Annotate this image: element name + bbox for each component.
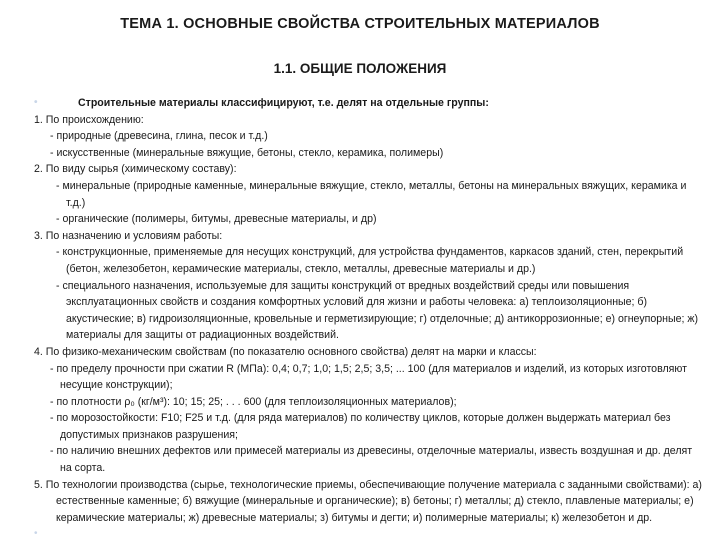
list-item xyxy=(34,278,706,344)
list-item-text: - специального назначения, используемые для защиты конструкций от вредных воздействий среды или повышения эксплуатационных свойств и создания комфортных условий для жизни и работы человека: а) теплоизоляционные; б) акустические; в) гидроизоляционные, кровельные и герметизирующие; г) отделочные; д) антикоррозионные; е) огнеупорные; ж) материалы для защиты от радиационных воздействий. xyxy=(56,279,698,342)
bullet-marker: • xyxy=(34,528,38,540)
list-item-text: - искусственные (минеральные вяжущие, бетоны, стекло, керамика, полимеры) xyxy=(50,146,444,159)
list-item xyxy=(34,211,706,228)
group-heading: 5. По технологии производства (сырье, технологические приемы, обеспечивающие получение материала с заданными свойствами): а) естественные каменные; б) вяжущие (минеральные и органические); в) бетоны; г) металлы; д) стекло, плавленые материалы; е) керамические материалы; ж) древесные материалы; з) битумы и дегти; и) полимерные материалы; к) железобетон и др. xyxy=(34,478,702,524)
list-item xyxy=(34,244,706,277)
list-item xyxy=(34,394,706,411)
list-item xyxy=(34,443,706,476)
group-heading: 4. По физико-механическим свойствам (по показателю основного свойства) делят на марки и классы: xyxy=(34,345,537,358)
list-item xyxy=(34,145,706,162)
slide-subtitle: 1.1. ОБЩИЕ ПОЛОЖЕНИЯ xyxy=(273,61,447,76)
list-item-text: - конструкционные, применяемые для несущих конструкций, для устройства фундаментов, каркасов зданий, стен, перекрытий (бетон, железобетон, керамические материалы, стекло, металлы, древесные материалы и др.) xyxy=(56,246,684,275)
group-heading: 2. По виду сырья (химическому составу): xyxy=(34,163,237,176)
intro-line xyxy=(34,95,706,112)
list-item-text: - по морозостойкости: F10; F25 и т.д. (для ряда материалов) по количеству циклов, которые должен выдержать материал без допустимых признаков разрушения; xyxy=(50,412,671,441)
list-item-text: - по плотности ρ₀ (кг/м³): 10; 15; 25; . . . 600 (для теплоизоляционных материалов); xyxy=(50,395,457,408)
group-heading: 1. По происхождению: xyxy=(34,113,144,126)
list-item xyxy=(34,178,706,211)
group-heading-block xyxy=(34,477,706,527)
slide-content xyxy=(34,95,706,542)
slide-title: ТЕМА 1. ОСНОВНЫЕ СВОЙСТВА СТРОИТЕЛЬНЫХ МАТЕРИАЛОВ xyxy=(120,16,600,32)
intro-text: Строительные материалы классифицируют, т.е. делят на отдельные группы: xyxy=(78,97,489,109)
list-item xyxy=(34,361,706,394)
list-item xyxy=(34,410,706,443)
trailing-bullet-row xyxy=(34,526,706,542)
bullet-marker: • xyxy=(34,97,38,108)
list-item xyxy=(34,128,706,145)
group-heading: 3. По назначению и условиям работы: xyxy=(34,229,223,242)
list-item-text: - по пределу прочности при сжатии R (МПа): 0,4; 0,7; 1,0; 1,5; 2,5; 3,5; ... 100 (для материалов и изделий, из которых изготовляют несущие конструкции); xyxy=(50,362,687,392)
list-item-text: - природные (древесина, глина, песок и т.д.) xyxy=(50,130,268,143)
list-item-text: - органические (полимеры, битумы, древесные материалы, и др) xyxy=(56,213,377,226)
list-item-text: - по наличию внешних дефектов или примесей материалы из древесины, отделочные материалы, известь воздушная и др. делят на сорта. xyxy=(50,445,693,475)
list-item-text: - минеральные (природные каменные, минеральные вяжущие, стекло, металлы, бетоны на минеральных вяжущих, керамика и т.д.) xyxy=(56,179,687,209)
